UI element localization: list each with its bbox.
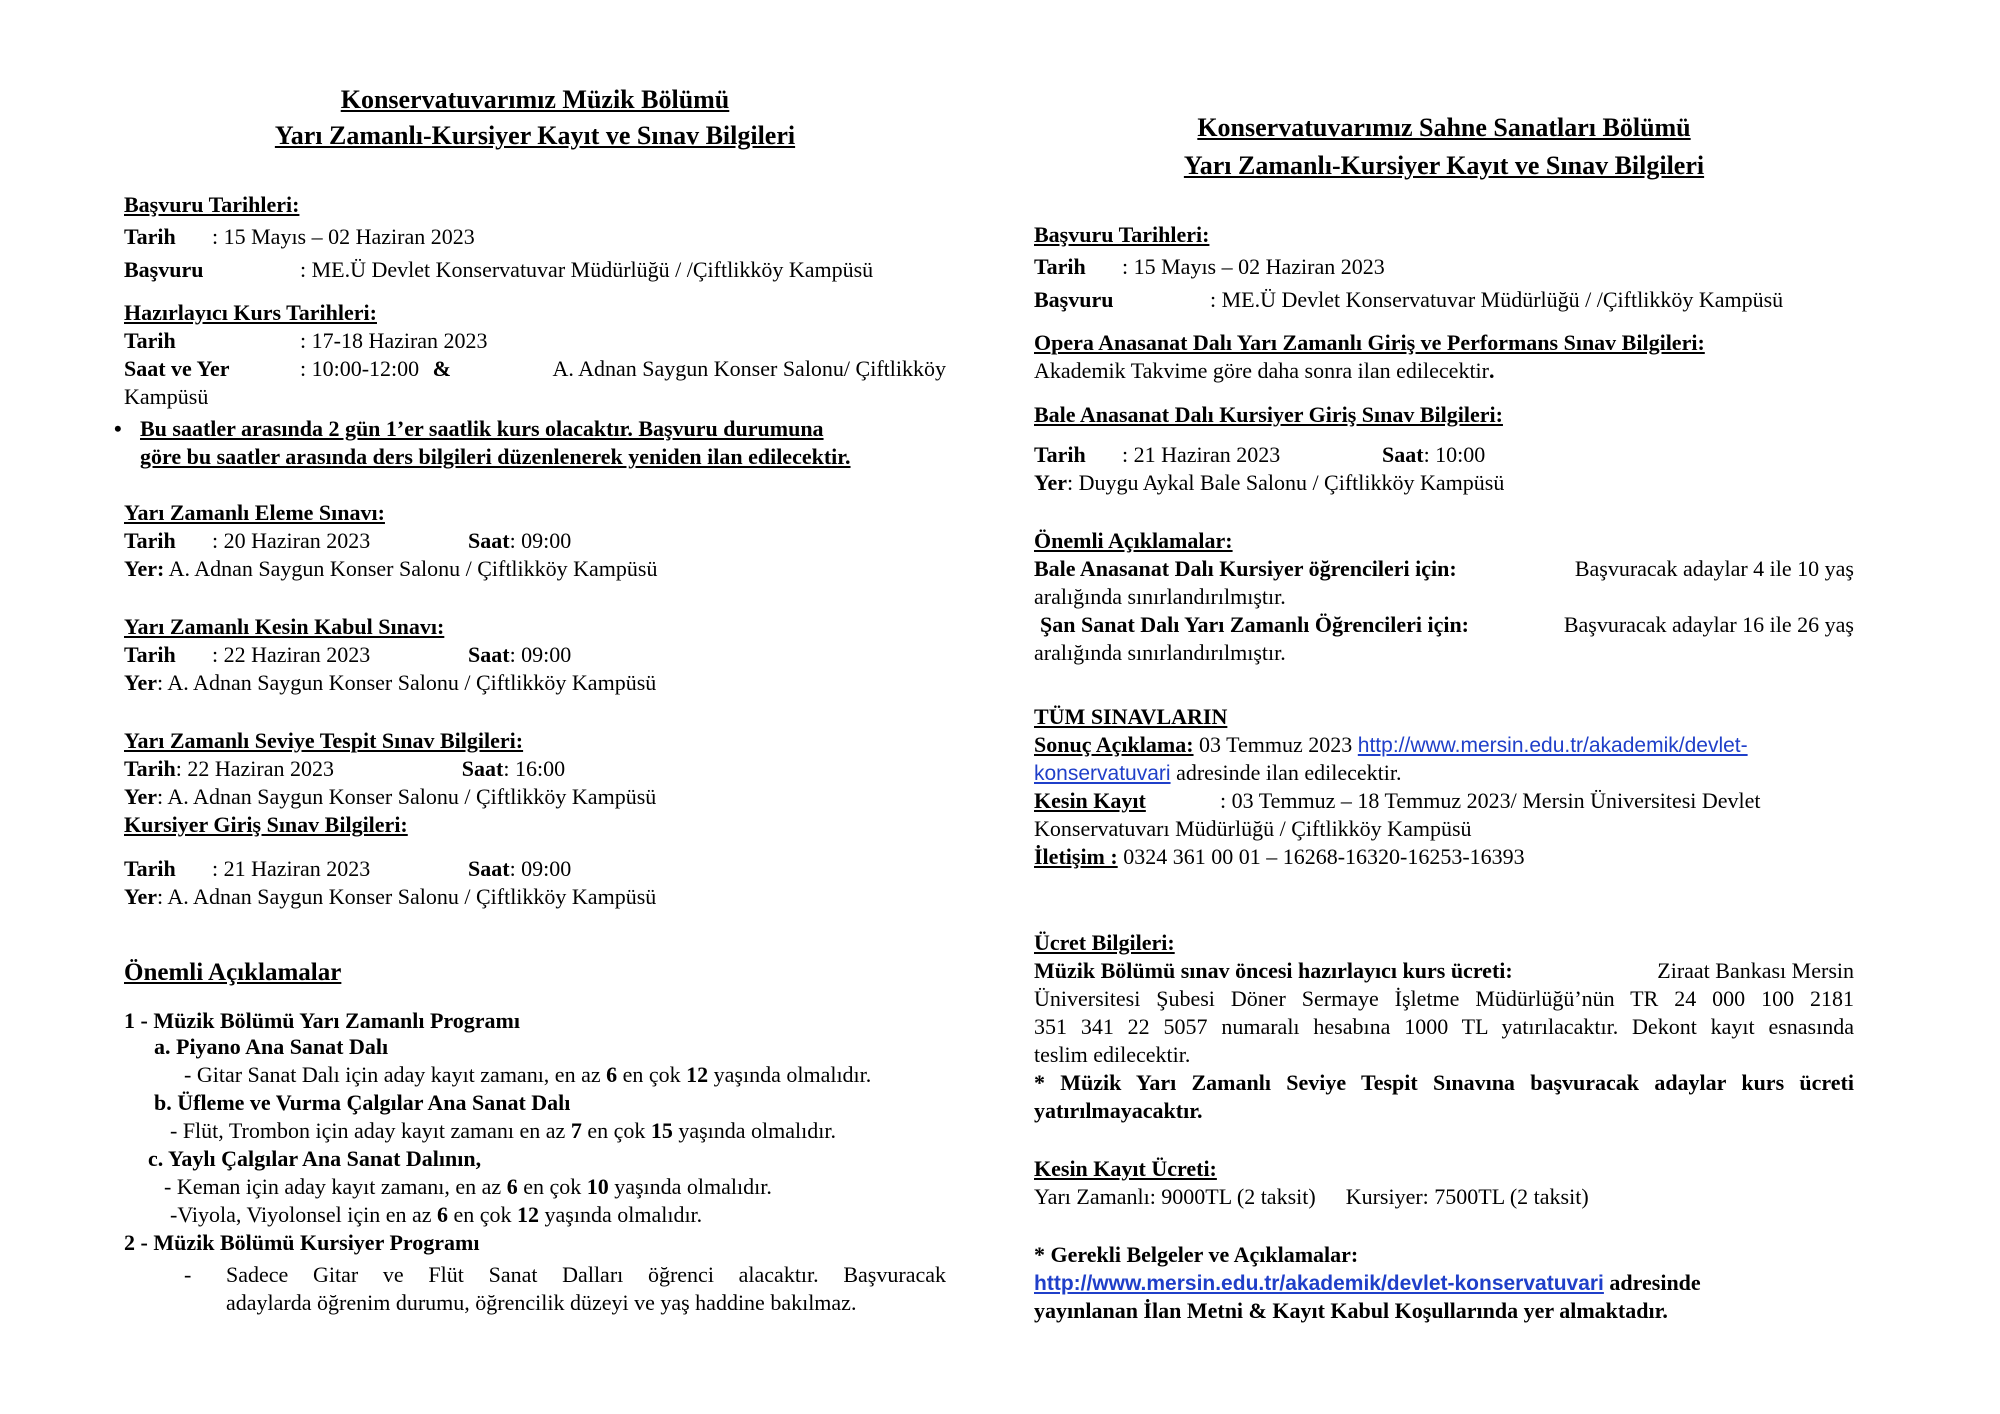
left-seviye-yer-row — [124, 784, 656, 810]
left-onemli-c-label: c. Yaylı Çalgılar Ana Sanat Dalının, — [148, 1146, 482, 1171]
text: Akademik Takvime göre daha sonra ilan edilecektir — [1034, 358, 1489, 383]
value: : 15 Mayıs – 02 Haziran 2023 — [1122, 254, 1385, 279]
left-onemli-heading: Önemli Açıklamalar — [124, 959, 342, 986]
right-bale-yer-row — [1034, 470, 1504, 496]
min-age: 6 — [606, 1062, 618, 1087]
text: yaşında olmalıdır. — [713, 1062, 872, 1087]
right-opera-text — [1034, 358, 1495, 384]
value: : 22 Haziran 2023 — [212, 642, 371, 667]
results-link[interactable]: http://www.mersin.edu.tr/akademik/devlet- — [1357, 734, 1748, 757]
right-onemli-bale-line1 — [1034, 556, 1854, 582]
text: Başvuracak adaylar 4 ile 10 yaş — [1574, 556, 1854, 581]
saat-value: : 09:00 — [509, 528, 572, 553]
right-onemli-bale-line2: aralığında sınırlandırılmıştır. — [1034, 584, 1286, 609]
label: Bale Anasanat Dalı Kursiyer öğrencileri için: — [1034, 556, 1457, 581]
text: - Gitar Sanat Dalı için aday kayıt zamanı, en az — [184, 1062, 601, 1087]
left-seviye-heading: Yarı Zamanlı Seviye Tespit Sınav Bilgileri: — [124, 728, 524, 753]
text: -Viyola, Viyolonsel için en az — [170, 1202, 432, 1227]
max-age: 12 — [686, 1062, 709, 1087]
label: Tarih — [124, 642, 176, 667]
text: Başvuracak adaylar 16 ile 26 yaş — [1563, 612, 1854, 637]
trainee-fee: Kursiyer: 7500TL (2 taksit) — [1345, 1184, 1589, 1209]
value: : A. Adnan Saygun Konser Salonu / Çiftlikköy Kampüsü — [156, 884, 657, 909]
right-gerekli-line2: yayınlanan İlan Metni & Kayıt Kabul Koşullarında yer almaktadır. — [1034, 1298, 1668, 1323]
left-title-1: Konservatuvarımız Müzik Bölümü — [340, 85, 730, 114]
left-onemli-p2-dash: - — [184, 1262, 192, 1287]
left-hazirlayici-heading: Hazırlayıcı Kurs Tarihleri: — [124, 300, 377, 325]
right-kesin-row — [1034, 788, 1761, 814]
text: - Keman için aday kayıt zamanı, en az — [164, 1174, 502, 1199]
label: Tarih — [124, 224, 176, 249]
saat-value: : 10:00 — [1423, 442, 1486, 467]
right-bale-heading: Bale Anasanat Dalı Kursiyer Giriş Sınav Bilgileri: — [1034, 402, 1503, 427]
label: Tarih — [124, 328, 176, 353]
saat-value: : 09:00 — [509, 642, 572, 667]
text: adresinde ilan edilecektir. — [1176, 760, 1402, 785]
right-title-1: Konservatuvarımız Sahne Sanatları Bölümü — [1197, 113, 1691, 142]
right-ucret-line4: teslim edilecektir. — [1034, 1042, 1191, 1067]
text: Bu saatler arasında 2 gün 1’er saatlik kurs olacaktır. Başvuru durumuna — [140, 416, 824, 441]
label: Tarih — [1034, 254, 1086, 279]
value: : 21 Haziran 2023 — [1122, 442, 1281, 467]
value: 0324 361 00 01 – 16268-16320-16253-16393 — [1123, 844, 1525, 869]
label: Müzik Bölümü sınav öncesi hazırlayıcı kurs ücreti: — [1034, 958, 1513, 983]
value: : 22 Haziran 2023 — [175, 756, 335, 781]
left-kursiyer-yer-row — [124, 884, 656, 910]
left-basvuru-heading: Başvuru Tarihleri: — [124, 192, 300, 217]
amp: & — [432, 356, 451, 381]
saat-label: Saat — [1382, 442, 1424, 467]
right-kesin-ucret-row — [1034, 1184, 1589, 1210]
label: Şan Sanat Dalı Yarı Zamanlı Öğrencileri için: — [1040, 612, 1470, 637]
value: : 03 Temmuz – 18 Temmuz 2023/ Mersin Üniversitesi Devlet — [1220, 788, 1761, 813]
left-onemli-a-text — [184, 1062, 871, 1088]
right-gerekli-row — [1034, 1270, 1701, 1297]
value: : Duygu Aykal Bale Salonu / Çiftlikköy Kampüsü — [1066, 470, 1505, 495]
right-opera-heading: Opera Anasanat Dalı Yarı Zamanlı Giriş ve Performans Sınav Bilgileri: — [1034, 330, 1705, 355]
left-onemli-c1-text — [164, 1174, 772, 1200]
right-tum-heading: TÜM SINAVLARIN — [1034, 704, 1228, 729]
left-onemli-p2: 2 - Müzik Bölümü Kursiyer Programı — [124, 1230, 480, 1255]
text: en çok — [587, 1118, 646, 1143]
text: yaşında olmalıdır. — [544, 1202, 703, 1227]
left-onemli-p2-line1: Sadece Gitar ve Flüt Sanat Dalları öğrenci alacaktır. Başvuracak — [226, 1262, 946, 1287]
max-age: 15 — [650, 1118, 673, 1143]
text: en çok — [523, 1174, 582, 1199]
left-onemli-a-label: a. Piyano Ana Sanat Dalı — [154, 1034, 389, 1059]
right-ucret-heading: Ücret Bilgileri: — [1034, 930, 1175, 955]
right-onemli-san-line2: aralığında sınırlandırılmıştır. — [1034, 640, 1286, 665]
right-ucret-line2: Üniversitesi Şubesi Döner Sermaye İşletme Müdürlüğü’nün TR 24 000 100 2181 — [1034, 986, 1854, 1011]
left-kesin-kabul-tarih-row — [124, 642, 571, 668]
value: : ME.Ü Devlet Konservatuvar Müdürlüğü / /Çiftlikköy Kampüsü — [300, 257, 874, 282]
value: : 17-18 Haziran 2023 — [300, 328, 488, 353]
left-hazirlayici-note-2: göre bu saatler arasında ders bilgileri düzenlenerek yeniden ilan edilecektir. — [140, 444, 851, 469]
right-onemli-heading: Önemli Açıklamalar: — [1034, 528, 1233, 553]
right-bale-tarih-row — [1034, 442, 1485, 468]
value: A. Adnan Saygun Konser Salonu / Çiftlikköy Kampüsü — [168, 556, 658, 581]
min-age: 7 — [570, 1118, 582, 1143]
label: Başvuru — [124, 257, 204, 282]
bullet-icon: • — [114, 416, 122, 441]
left-onemli-p1: 1 - Müzik Bölümü Yarı Zamanlı Programı — [124, 1008, 520, 1033]
text: Ziraat Bankası Mersin — [1657, 958, 1854, 983]
left-basvuru-tarih-row — [124, 224, 475, 250]
left-hazirlayici-saat-row — [124, 356, 946, 382]
left-onemli-p2-line2: adaylarda öğrenim durumu, öğrencilik düzeyi ve yaş haddine bakılmaz. — [226, 1290, 857, 1315]
right-sonuc-row-2 — [1034, 760, 1401, 787]
left-hazirlayici-note-1 — [114, 416, 824, 442]
saat-value: : 09:00 — [509, 856, 572, 881]
left-kursiyer-tarih-row — [124, 856, 571, 882]
right-basvuru-tarih-row — [1034, 254, 1385, 280]
left-seviye-tarih-row — [124, 756, 565, 782]
text: en çok — [453, 1202, 512, 1227]
left-onemli-c2-text — [170, 1202, 702, 1228]
label: Tarih — [124, 756, 176, 781]
left-kursiyer-heading: Kursiyer Giriş Sınav Bilgileri: — [124, 812, 408, 837]
saat-label: Saat — [468, 528, 510, 553]
left-hazirlayici-tarih-row — [124, 328, 488, 354]
label: Sonuç Açıklama: — [1034, 732, 1194, 757]
right-onemli-san-line1 — [1040, 612, 1854, 638]
label: Yer — [1034, 470, 1067, 495]
results-link-cont[interactable]: konservatuvari — [1034, 762, 1171, 785]
value: : A. Adnan Saygun Konser Salonu / Çiftlikköy Kampüsü — [156, 670, 657, 695]
left-basvuru-yer-row — [124, 257, 873, 283]
left-hazirlayici-kampus: Kampüsü — [124, 384, 209, 409]
left-onemli-b-label: b. Üfleme ve Vurma Çalgılar Ana Sanat Dalı — [154, 1090, 571, 1115]
right-sonuc-row — [1034, 732, 1748, 759]
value: : A. Adnan Saygun Konser Salonu / Çiftlikköy Kampüsü — [156, 784, 657, 809]
right-gerekli-heading: * Gerekli Belgeler ve Açıklamalar: — [1034, 1242, 1359, 1267]
documents-link[interactable]: http://www.mersin.edu.tr/akademik/devlet-konservatuvari — [1034, 1272, 1604, 1295]
left-eleme-yer-row — [124, 556, 657, 582]
left-title-2: Yarı Zamanlı-Kursiyer Kayıt ve Sınav Bilgileri — [274, 121, 796, 150]
text: yaşında olmalıdır. — [678, 1118, 836, 1143]
label: Yer — [124, 670, 157, 695]
right-ucret-line3: 351 341 22 5057 numaralı hesabına 1000 TL yatırılacaktır. Dekont kayıt esnasında — [1034, 1014, 1854, 1039]
value: : 21 Haziran 2023 — [212, 856, 371, 881]
label: Yer — [124, 884, 157, 909]
max-age: 12 — [517, 1202, 540, 1227]
right-ucret-note1: * Müzik Yarı Zamanlı Seviye Tespit Sınavına başvuracak adaylar kurs ücreti — [1034, 1070, 1854, 1095]
text: - Flüt, Trombon için aday kayıt zamanı en az — [170, 1118, 566, 1143]
right-basvuru-yer-row — [1034, 287, 1783, 313]
right-ucret-line1 — [1034, 958, 1854, 984]
label: Tarih — [124, 856, 176, 881]
saat-label: Saat — [468, 856, 510, 881]
label: Yer — [124, 784, 157, 809]
min-age: 6 — [506, 1174, 518, 1199]
dot: . — [1489, 358, 1495, 383]
right-kesin-row-2: Konservatuvarı Müdürlüğü / Çiftlikköy Kampüsü — [1034, 816, 1472, 841]
left-eleme-tarih-row — [124, 528, 571, 554]
value: : ME.Ü Devlet Konservatuvar Müdürlüğü / /Çiftlikköy Kampüsü — [1210, 287, 1784, 312]
left-eleme-heading: Yarı Zamanlı Eleme Sınavı: — [124, 500, 385, 525]
saat-value: : 16:00 — [503, 756, 566, 781]
max-age: 10 — [586, 1174, 609, 1199]
left-kesin-kabul-yer-row — [124, 670, 656, 696]
text: en çok — [622, 1062, 681, 1087]
saat-label: Saat — [468, 642, 510, 667]
part-time-fee: Yarı Zamanlı: 9000TL (2 taksit) — [1034, 1184, 1316, 1209]
label: Yer: — [124, 556, 165, 581]
saat-label: Saat — [461, 756, 504, 781]
text: adresinde — [1609, 1270, 1701, 1295]
label: Tarih — [1034, 442, 1086, 467]
left-onemli-b-text — [170, 1118, 836, 1144]
min-age: 6 — [437, 1202, 448, 1227]
value: : 15 Mayıs – 02 Haziran 2023 — [212, 224, 475, 249]
value: : 20 Haziran 2023 — [212, 528, 371, 553]
right-ucret-note2: yatırılmayacaktır. — [1034, 1098, 1203, 1123]
right-title-2: Yarı Zamanlı-Kursiyer Kayıt ve Sınav Bilgileri — [1183, 151, 1705, 180]
value-b: A. Adnan Saygun Konser Salonu/ Çiftlikköy — [552, 356, 946, 381]
right-iletisim-row — [1034, 844, 1525, 870]
value: : 10:00-12:00 — [300, 356, 420, 381]
text: yaşında olmalıdır. — [614, 1174, 772, 1199]
right-basvuru-heading: Başvuru Tarihleri: — [1034, 222, 1210, 247]
label: Başvuru — [1034, 287, 1114, 312]
label: İletişim : — [1034, 844, 1118, 869]
label: Tarih — [124, 528, 176, 553]
label: Saat ve Yer — [124, 356, 230, 381]
left-kesin-kabul-heading: Yarı Zamanlı Kesin Kabul Sınavı: — [124, 614, 445, 639]
right-kesin-ucret-heading: Kesin Kayıt Ücreti: — [1034, 1156, 1217, 1181]
label: Kesin Kayıt — [1034, 788, 1146, 813]
date: 03 Temmuz 2023 — [1199, 732, 1353, 757]
